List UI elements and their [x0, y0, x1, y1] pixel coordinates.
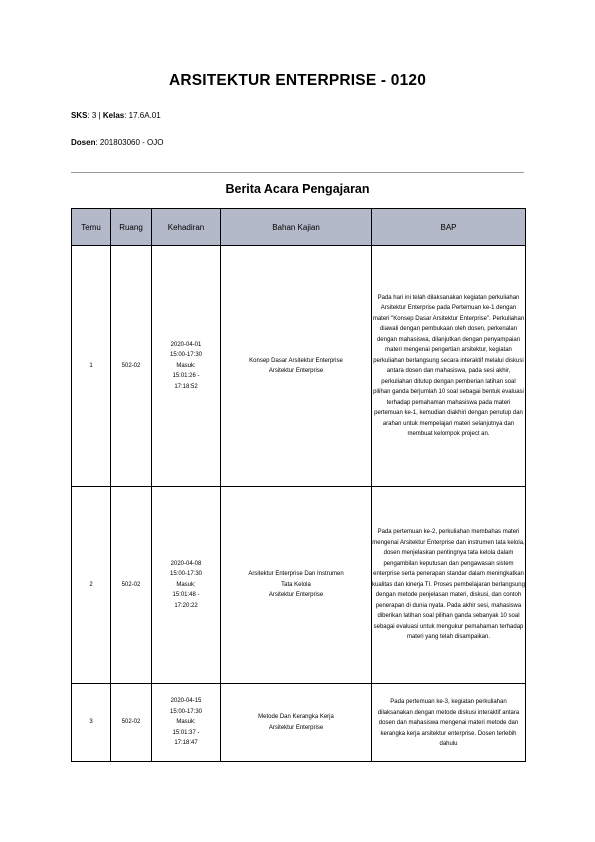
bahan-line: Tata Kelola [281, 581, 311, 588]
dosen-label: Dosen [71, 138, 96, 147]
bahan-kajian-cell [221, 684, 372, 762]
kelas-value: : 17.6A.01 [124, 111, 161, 120]
kehadiran-masuk-label: Masuk: [176, 581, 196, 588]
kehadiran-end: 17:18:52 [174, 383, 198, 390]
table-row [72, 487, 526, 684]
bap-cell: Pada hari ini telah dilaksanakan kegiatan perkuliahan Arsitektur Enterprise pada Pertemuan ke-1 dengan materi "Konsep Dasar Arsitektur Enterprise". Perkuliahan diawali dengan pembukaan oleh dosen, perkenalan dengan mahasiswa, dilanjutkan dengan penyampaian materi mengenai pengertian arsitektur, kegiatan perkuliahan berlangsung secara interaktif melalui diskusi antara dosen dan mahasiswa, pada sesi akhir, perkuliahan ditutup dengan pemberian latihan soal pilihan ganda berjumlah 10 soal sebagai bentuk evaluasi terhadap pemahaman mahasiswa pada materi pertemuan ke-1, kemudian diakhiri dengan penutup dan arahan untuk mempelajari materi selanjutnya dan membuat kelompok project an. [372, 246, 526, 487]
bahan-kajian-cell [221, 246, 372, 487]
temu-cell: 1 [72, 246, 111, 487]
kehadiran-date: 2020-04-08 [170, 560, 202, 567]
header-bap: BAP [372, 209, 526, 246]
kehadiran-masuk-label: Masuk: [176, 719, 196, 726]
bahan-line: Arsitektur Enterprise [268, 368, 324, 374]
kehadiran-start: 15:01:26 - [172, 373, 200, 380]
kehadiran-cell [152, 487, 221, 684]
bahan-line: Arsitektur Enterprise [268, 724, 324, 731]
temu-cell: 3 [72, 684, 111, 762]
header-bahan-kajian: Bahan Kajian [221, 209, 372, 246]
dosen-value: : 201803060 - OJO [95, 138, 164, 147]
ruang-cell: 502-02 [111, 246, 152, 487]
sks-label: SKS [71, 111, 88, 120]
kehadiran-schedule: 15:00-17:30 [169, 571, 203, 578]
kehadiran-date: 2020-04-15 [170, 698, 202, 705]
kehadiran-cell [152, 246, 221, 487]
lecturer-info [71, 138, 164, 147]
bap-cell [372, 684, 526, 762]
kehadiran-end: 17:18:47 [174, 740, 198, 747]
bahan-line: Arsitektur Enterprise Dan Instrumen [248, 571, 344, 578]
kehadiran-date: 2020-04-01 [170, 341, 202, 348]
ruang-cell: 502-02 [111, 487, 152, 684]
table-row [72, 684, 526, 762]
kehadiran-start: 15:01:48 - [172, 592, 200, 599]
kehadiran-schedule: 15:00-17:30 [169, 708, 203, 715]
header-temu: Temu [72, 209, 111, 246]
bahan-kajian-cell [221, 487, 372, 684]
bahan-line: Konsep Dasar Arsitektur Enterprise [249, 357, 343, 364]
kehadiran-schedule: 15:00-17:30 [169, 352, 203, 359]
temu-cell: 2 [72, 487, 111, 684]
section-title: Berita Acara Pengajaran [225, 182, 370, 196]
kelas-label: Kelas [102, 111, 125, 120]
divider [71, 172, 524, 173]
kehadiran-start: 15:01:37 - [172, 729, 200, 736]
course-info [71, 111, 161, 120]
bap-cell: Pada pertemuan ke-2, perkuliahan membahas materi mengenai Arsitektur Enterprise dan instrumen tata kelola, dosen menjelaskan pentingnya tata kelola dalam pengambilan keputusan dan pengawasan sistem enterprise serta penerapan standar dalam meningkatkan kualitas dan kinerja TI. Proses pembelajaran berlangsung dengan metode penjelasan materi, diskusi, dan contoh penerapan di dunia nyata. Pada akhir sesi, mahasiswa diberikan latihan soal pilihan ganda sebanyak 10 soal sebagai evaluasi untuk mengukur pemahaman terhadap materi yang telah disampaikan. [372, 487, 526, 684]
bahan-line: Arsitektur Enterprise [268, 592, 324, 599]
header-ruang: Ruang [111, 209, 152, 246]
bap-table [71, 208, 526, 762]
table-header-row [72, 209, 526, 246]
kehadiran-masuk-label: Masuk: [176, 362, 196, 369]
table-row [72, 246, 526, 487]
sks-value: : 3 | [87, 111, 103, 120]
header-kehadiran: Kehadiran [152, 209, 221, 246]
kehadiran-cell [152, 684, 221, 762]
kehadiran-end: 17:20:22 [174, 602, 198, 609]
page-title: ARSITEKTUR ENTERPRISE - 0120 [168, 72, 427, 89]
bap-text: Pada pertemuan ke-3, kegiatan perkuliahan dilaksanakan dengan metode diskusi interaktif antara dosen dan mahasiswa mengenai materi metode dan kerangka kerja arsitektur enterprise. Dosen terlebih dahulu [377, 699, 520, 747]
ruang-cell: 502-02 [111, 684, 152, 762]
bahan-line: Metode Dan Kerangka Kerja [258, 714, 334, 720]
